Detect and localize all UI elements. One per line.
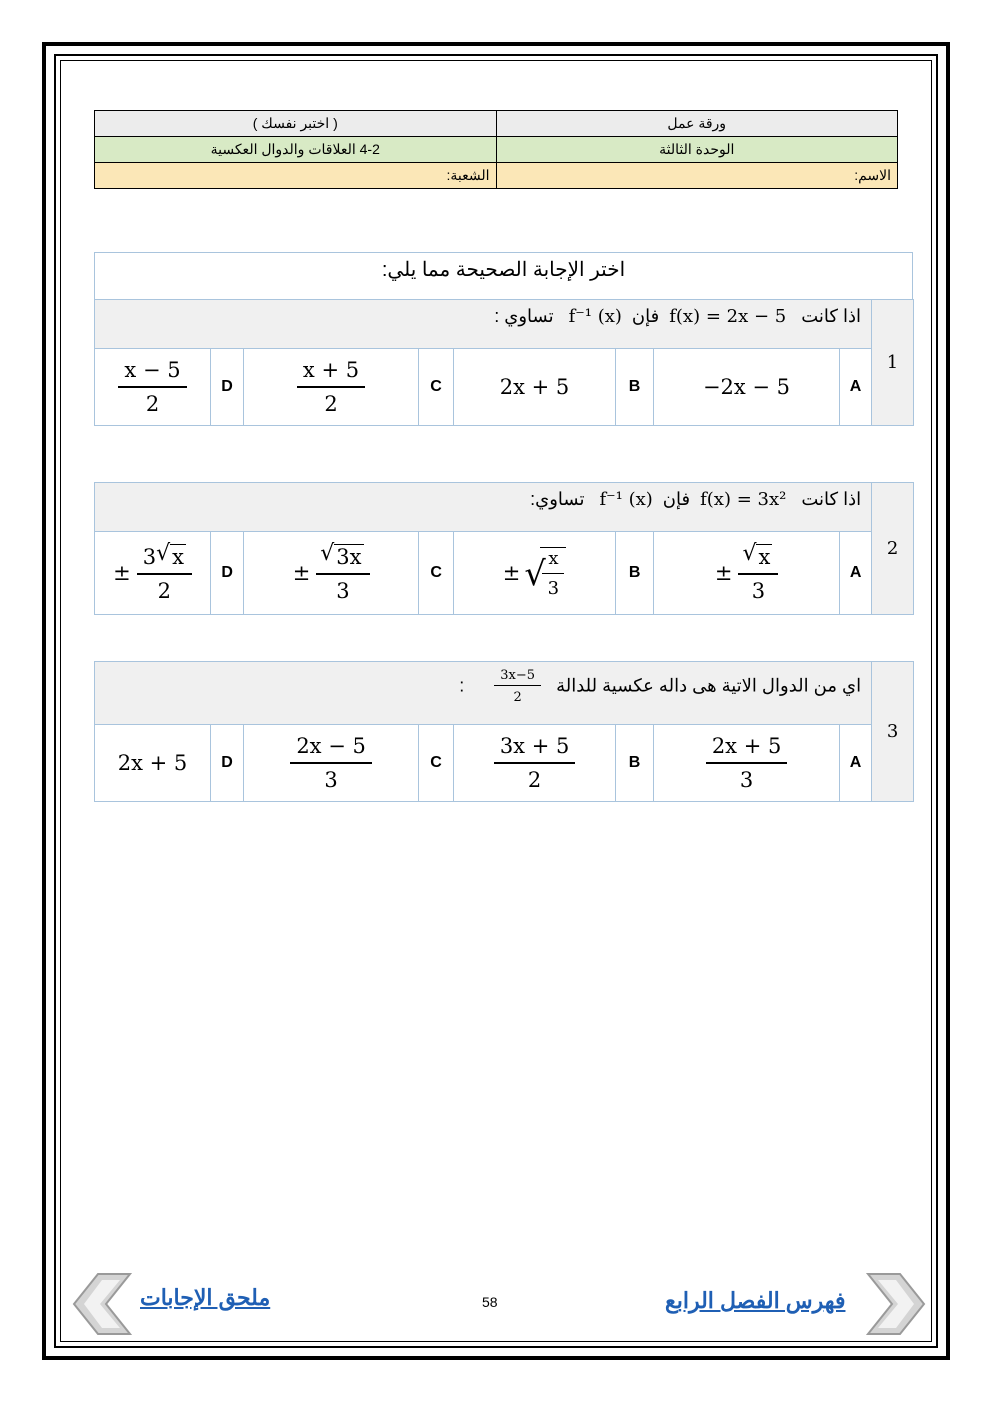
option-a-label: A (840, 725, 872, 802)
q2-option-b[interactable]: ± √ $\frac{x}{3}$ (454, 532, 616, 615)
name-field[interactable]: الاسم: (496, 163, 898, 189)
q2-given-function: f(x) = 3x² (700, 489, 787, 510)
unit-title: الوحدة الثالثة (496, 137, 898, 163)
q1-given-function: f(x) = 2x − 5 (669, 306, 787, 327)
question-3-table (94, 661, 914, 802)
answers-appendix-link[interactable]: ملحق الإجابات (140, 1285, 271, 1310)
option-a-label: A (840, 532, 872, 615)
q1-option-c[interactable]: $\frac{x + 5}{2}$ (244, 349, 419, 426)
q3-option-b[interactable]: $\frac{3x + 5}{2}$ (454, 725, 616, 802)
option-b-label: B (616, 532, 654, 615)
option-a-label: A (840, 349, 872, 426)
option-c-label: C (419, 349, 454, 426)
option-b-label: B (616, 349, 654, 426)
question-number: 3 (872, 662, 914, 802)
previous-arrow-icon[interactable] (70, 1270, 134, 1338)
q3-option-c[interactable]: $\frac{2x - 5}{3}$ (244, 725, 419, 802)
q2-option-a[interactable]: ± √ $\frac{x}{3}$ (654, 532, 840, 615)
q2-mid: فإن (662, 489, 691, 509)
q1-option-b[interactable]: 2x + 5 (454, 349, 616, 426)
next-arrow-icon[interactable] (864, 1270, 928, 1338)
question-2-table (94, 482, 914, 615)
q2-option-d[interactable]: ± $\frac{3√ x}{2}$ (95, 532, 211, 615)
question-2-text (95, 483, 872, 532)
q2-option-c[interactable]: ± √ $\frac{3x}{3}$ (244, 532, 419, 615)
q2-prefix: اذا كانت (801, 489, 862, 509)
option-b-label: B (616, 725, 654, 802)
q1-option-a[interactable]: −2x − 5 (654, 349, 840, 426)
self-test-title: ( اختبر نفسك ) (95, 111, 497, 137)
q2-suffix: تساوي: (530, 489, 585, 509)
q3-function: $\frac{3x-5}{2}$ (494, 668, 541, 705)
worksheet-title: ورقة عمل (496, 111, 898, 137)
option-d-label: D (211, 532, 244, 615)
question-number: 2 (872, 483, 914, 615)
q1-mid: فإن (631, 306, 660, 326)
q1-prefix: اذا كانت (801, 306, 861, 326)
page-number: 58 (482, 1294, 498, 1310)
q2-asked-function: f⁻¹ (x) (599, 489, 653, 510)
option-c-label: C (419, 725, 454, 802)
q3-colon: : (459, 675, 465, 696)
option-c-label: C (419, 532, 454, 615)
q3-option-d[interactable]: 2x + 5 (95, 725, 211, 802)
q1-suffix: تساوي : (494, 306, 554, 326)
q1-option-d[interactable]: $\frac{x - 5}{2}$ (95, 349, 211, 426)
q3-prefix: اي من الدوال الاتية هى داله عكسية للدالة (556, 675, 862, 696)
question-3-text (95, 662, 872, 725)
chapter-index-link[interactable]: فهرس الفصل الرابع (665, 1288, 846, 1313)
question-1-text (95, 300, 872, 349)
question-number: 1 (872, 300, 914, 426)
worksheet-header-table (94, 110, 898, 189)
option-d-label: D (211, 725, 244, 802)
lesson-title: 4-2 العلاقات والدوال العكسية (95, 137, 497, 163)
section-field[interactable]: الشعبة: (95, 163, 497, 189)
question-1-table (94, 299, 914, 426)
q1-asked-function: f⁻¹ (x) (568, 306, 622, 327)
option-d-label: D (211, 349, 244, 426)
q3-option-a[interactable]: $\frac{2x + 5}{3}$ (654, 725, 840, 802)
instruction-heading: اختر الإجابة الصحيحة مما يلي: (94, 252, 913, 300)
